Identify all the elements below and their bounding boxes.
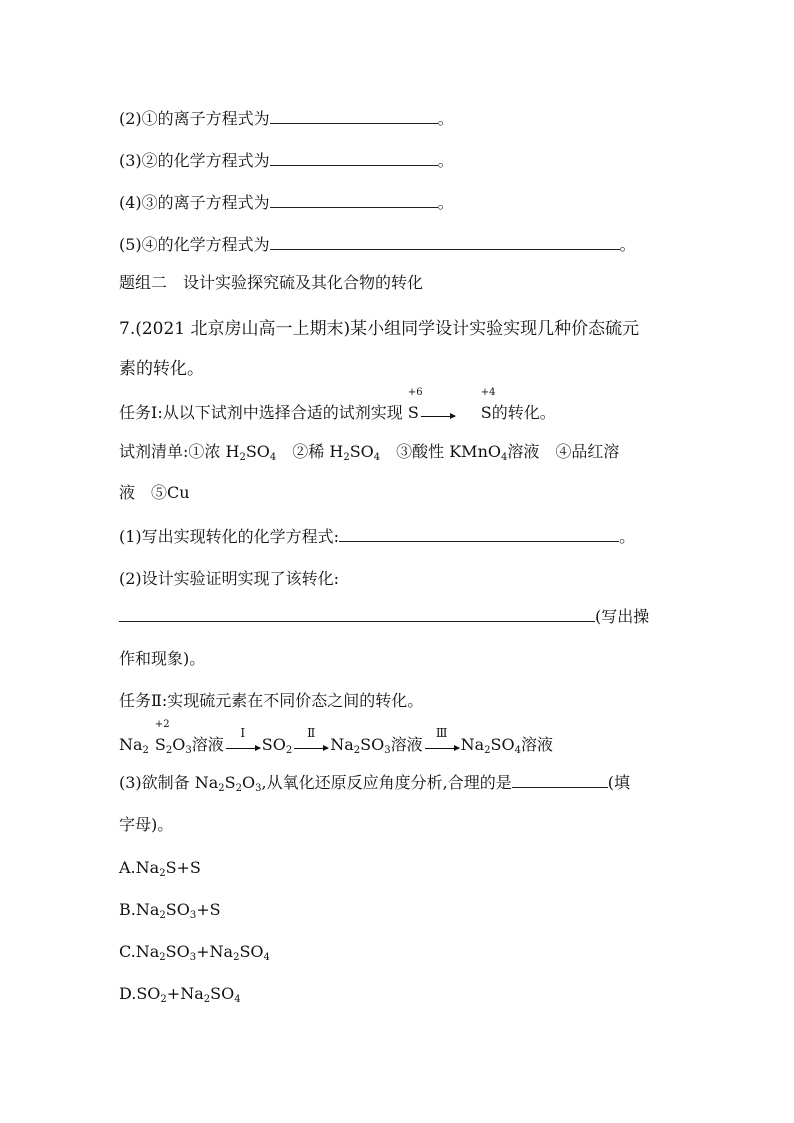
option-b[interactable] (119, 899, 221, 921)
option-c-rest: SO (165, 942, 190, 961)
sub3-sub-3: 3 (255, 783, 262, 794)
answer-blank-sub2[interactable] (119, 607, 595, 622)
step-3-label: Ⅲ (435, 726, 448, 740)
sub-4b: 4 (373, 452, 381, 463)
reagent-text-b: SO (245, 442, 270, 461)
question-3-end: 。 (437, 151, 454, 170)
subquestion-2-answer (119, 606, 649, 628)
chain-solution-2: 溶液 (390, 735, 423, 754)
answer-blank-3[interactable] (270, 151, 438, 166)
option-a-label: A.Na (119, 858, 160, 877)
chain-o: O (172, 735, 186, 754)
chain-solution-3: 溶液 (521, 735, 554, 754)
option-d-sub4: 4 (234, 994, 241, 1005)
question-4-end: 。 (437, 193, 454, 212)
sub3-d: ,从氧化还原反应角度分析,合理的是 (261, 773, 512, 792)
question-7-intro: 7.(2021 北京房山高一上期末)某小组同学设计实验实现几种价态硫元 (119, 319, 640, 339)
option-d-label: D.SO (119, 984, 161, 1003)
option-a[interactable] (119, 857, 201, 879)
task-1-prefix: 任务Ⅰ:从以下试剂中选择合适的试剂实现 (119, 403, 403, 422)
chain-sub-2d: 2 (353, 745, 361, 756)
chain-sub-2b: 2 (165, 745, 173, 756)
question-3-text: (3)②的化学方程式为 (119, 151, 270, 170)
answer-blank-sub1[interactable] (339, 527, 619, 542)
option-b-rest: SO (165, 900, 190, 919)
option-b-label: B.Na (119, 900, 160, 919)
sub3-sub-2: 2 (218, 783, 225, 794)
sulfur-plus6 (407, 387, 423, 424)
chain-so4: SO (490, 735, 515, 754)
chain-sub-4: 4 (514, 745, 521, 756)
step-2-label: Ⅱ (307, 726, 316, 740)
reagent-list-2: 液 ⑤Cu (119, 483, 190, 502)
option-c-sub4: 4 (263, 952, 270, 963)
ox-state-plus4: +4 (480, 387, 496, 398)
sub-4c: 4 (501, 452, 508, 463)
sub-2b: 2 (343, 452, 350, 463)
chain-sub-2: 2 (142, 745, 149, 756)
sulfur-plus4 (480, 387, 496, 424)
answer-blank-4[interactable] (270, 193, 438, 208)
chain-s: S (154, 735, 166, 754)
subquestion-1 (119, 526, 635, 548)
option-c-sub: 2 (159, 952, 166, 963)
reagent-text-f: 溶液 ④品红溶 (507, 442, 620, 461)
question-2-end: 。 (437, 109, 454, 128)
question-4-text: (4)③的离子方程式为 (119, 193, 270, 212)
question-2 (119, 108, 454, 130)
reagent-text-c: ②稀 H (276, 442, 344, 461)
option-d[interactable] (119, 983, 241, 1005)
sub-2: 2 (239, 452, 246, 463)
arrow-icon (421, 413, 455, 414)
section-heading-group-2: 题组二 设计实验探究硫及其化合物的转化 (119, 273, 424, 292)
chain-na2so4: Na (460, 735, 485, 754)
option-b-tail: +S (196, 900, 221, 919)
chain-na2so3: Na (330, 735, 354, 754)
option-a-sub: 2 (159, 868, 166, 879)
question-7-intro-2: 素的转化。 (119, 359, 204, 379)
sub3-b: S (224, 773, 236, 792)
chain-na: Na (119, 735, 143, 754)
reagent-text-e: ③酸性 KMnO (380, 442, 501, 461)
option-d-sub2b: 2 (203, 994, 211, 1005)
chain-sub-3b: 3 (384, 745, 391, 756)
option-c-sub3: 3 (189, 952, 197, 963)
sulfur-symbol: S (407, 403, 419, 422)
conversion-chain (119, 719, 554, 756)
chain-sub-3: 3 (185, 745, 192, 756)
subquestion-1-text: (1)写出实现转化的化学方程式: (119, 527, 340, 546)
question-2-text: (2)①的离子方程式为 (119, 109, 270, 128)
reagent-text-a: 试剂清单:①浓 H (119, 442, 240, 461)
question-3 (119, 150, 454, 172)
answer-blank-5[interactable] (270, 235, 620, 250)
arrow-icon-step3 (425, 726, 459, 746)
option-d-rest2: SO (210, 984, 235, 1003)
question-5-end: 。 (619, 235, 636, 254)
subquestion-2-blank-end: (写出操 (595, 607, 650, 626)
option-b-sub: 2 (159, 910, 166, 921)
reagent-text-d: SO (349, 442, 374, 461)
subquestion-1-end: 。 (619, 527, 636, 546)
arrow-icon-step2 (294, 726, 328, 746)
answer-blank-sub3[interactable] (512, 773, 608, 788)
task-1 (119, 387, 556, 424)
question-5-text: (5)④的化学方程式为 (119, 235, 270, 254)
sub3-c: O (242, 773, 256, 792)
option-a-rest: S+S (165, 858, 201, 877)
option-c[interactable] (119, 941, 270, 963)
sub-4: 4 (269, 452, 277, 463)
sub3-sub-2b: 2 (235, 783, 243, 794)
sulfur-plus2 (154, 719, 170, 756)
option-d-sub: 2 (160, 994, 167, 1005)
sulfur-symbol-2: S (480, 403, 492, 422)
question-5 (119, 234, 636, 256)
arrow-icon-step1 (226, 726, 260, 746)
ox-state-plus6: +6 (407, 387, 423, 398)
step-1-label: Ⅰ (240, 726, 246, 740)
chain-solution-1: 溶液 (191, 735, 224, 754)
answer-blank-2[interactable] (270, 109, 438, 124)
option-c-rest2: SO (239, 942, 264, 961)
subquestion-2-line2: 作和现象)。 (119, 649, 206, 668)
chain-sub-2e: 2 (484, 745, 491, 756)
option-c-label: C.Na (119, 942, 160, 961)
task-2: 任务Ⅱ:实现硫元素在不同价态之间的转化。 (119, 691, 424, 710)
task-1-suffix: 的转化。 (491, 403, 556, 422)
ox-state-plus2: +2 (154, 719, 170, 730)
option-c-mid: +Na (196, 942, 234, 961)
chain-so3: SO (360, 735, 385, 754)
question-4 (119, 192, 454, 214)
subquestion-3-line2: 字母)。 (119, 815, 174, 834)
chain-so2: SO (261, 735, 286, 754)
reagent-list (119, 441, 619, 463)
subquestion-3 (119, 772, 630, 794)
option-d-mid: +Na (166, 984, 204, 1003)
subquestion-2: (2)设计实验证明实现了该转化: (119, 569, 340, 588)
option-c-sub2b: 2 (233, 952, 240, 963)
sub3-e: (填 (607, 773, 630, 792)
sub3-a: (3)欲制备 Na (119, 773, 219, 792)
chain-sub-2c: 2 (285, 745, 293, 756)
option-b-sub3: 3 (189, 910, 197, 921)
